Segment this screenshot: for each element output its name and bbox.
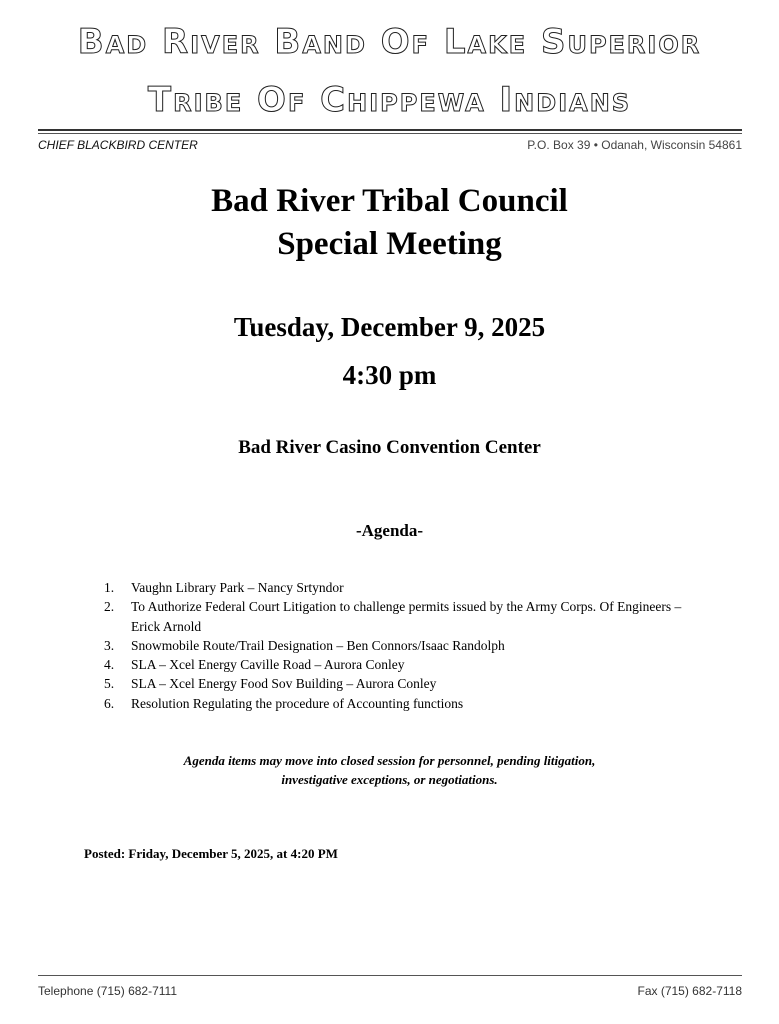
agenda-item-text: Snowmobile Route/Trail Designation – Ben Connors/Isaac Randolph <box>131 637 505 653</box>
header-rule <box>38 129 742 131</box>
closed-session-note-line2: investigative exceptions, or negotiations. <box>281 772 498 787</box>
footer-telephone: Telephone (715) 682-7111 <box>38 984 177 998</box>
agenda-item-number: 2. <box>104 599 115 615</box>
agenda-item <box>104 578 704 597</box>
posted-date: Posted: Friday, December 5, 2025, at 4:20 PM <box>84 846 338 861</box>
header-rule-thin <box>38 133 742 134</box>
agenda-item <box>104 636 704 655</box>
meeting-location: Bad River Casino Convention Center <box>238 437 541 458</box>
footer-rule <box>38 975 742 976</box>
address: P.O. Box 39 • Odanah, Wisconsin 54861 <box>527 138 742 152</box>
center-name: CHIEF BLACKBIRD CENTER <box>38 138 198 152</box>
meeting-time: 4:30 pm <box>342 360 437 390</box>
agenda-item-text: To Authorize Federal Court Litigation to challenge permits issued by the Army Corps. Of Engineers – Erick Arnold <box>131 599 682 634</box>
agenda-item-number: 6. <box>104 695 115 711</box>
agenda-item-text: SLA – Xcel Energy Food Sov Building – Aurora Conley <box>131 676 437 692</box>
footer-fax: Fax (715) 682-7118 <box>637 984 742 998</box>
letterhead-line1: Bad River Band Of Lake Superior <box>77 22 702 62</box>
meeting-date: Tuesday, December 9, 2025 <box>233 312 546 342</box>
agenda-item-number: 3. <box>104 637 115 653</box>
title-line1: Bad River Tribal Council <box>211 183 568 219</box>
closed-session-note-line1: Agenda items may move into closed session for personnel, pending litigation, <box>183 753 596 768</box>
agenda-item-text: Vaughn Library Park – Nancy Srtyndor <box>131 580 344 595</box>
agenda-item <box>104 655 704 674</box>
letterhead-line2: Tribe Of Chippewa Indians <box>147 80 632 120</box>
agenda-item <box>104 597 704 636</box>
agenda-item <box>104 674 704 693</box>
agenda-item <box>104 694 704 713</box>
agenda-item-number: 4. <box>104 657 115 673</box>
agenda-heading: -Agenda- <box>355 521 424 540</box>
agenda-list <box>104 578 704 713</box>
agenda-item-text: Resolution Regulating the procedure of Accounting functions <box>131 695 464 711</box>
agenda-item-number: 1. <box>104 580 115 595</box>
title-line2: Special Meeting <box>277 226 502 262</box>
agenda-item-number: 5. <box>104 676 115 692</box>
agenda-item-text: SLA – Xcel Energy Caville Road – Aurora Conley <box>131 657 405 673</box>
